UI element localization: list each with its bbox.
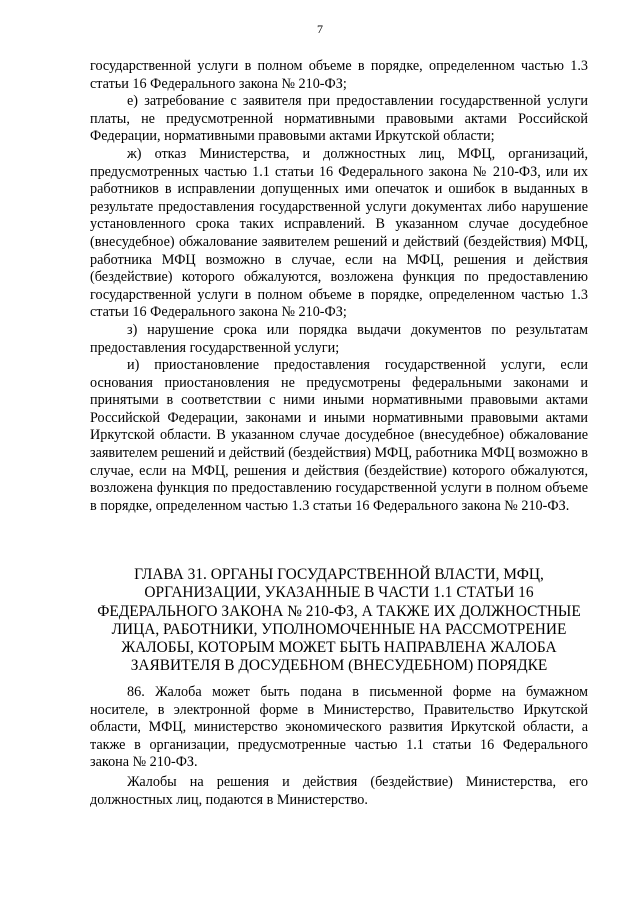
list-item-z: з) нарушение срока или порядка выдачи документов по результатам предоставления государственной услуги; (90, 321, 588, 356)
chapter-heading: ГЛАВА 31. ОРГАНЫ ГОСУДАРСТВЕННОЙ ВЛАСТИ, МФЦ, ОРГАНИЗАЦИИ, УКАЗАННЫЕ В ЧАСТИ 1.1 СТАТЬИ 16 ФЕДЕРАЛЬНОГО ЗАКОНА № 210-ФЗ, А ТАКЖЕ ИХ ДОЛЖНОСТНЫЕ ЛИЦА, РАБОТНИКИ, УПОЛНОМОЧЕННЫЕ НА РАССМОТРЕНИЕ ЖАЛОБЫ, КОТОРЫМ МОЖЕТ БЫТЬ НАПРАВЛЕНА ЖАЛОБА ЗАЯВИТЕЛЯ В ДОСУДЕБНОМ (ВНЕСУДЕБНОМ) ПОРЯДКЕ (97, 566, 581, 675)
list-item-i: и) приостановление предоставления государственной услуги, если основания приостановления не предусмотрены федеральными законами и принятыми в соответствии с ними иными нормативными правовыми актами Российской Федерации, законами и иными нормативными правовыми актами Иркутской области. В указанном случае досудебное (внесудебное) обжалование заявителем решений и действий (бездействия) МФЦ, работника МФЦ возможно в случае, если на МФЦ, решения и действия (бездействие) которого обжалуются, возложена функция по предоставлению государственной услуги в полном объеме в порядке, определенном частью 1.3 статьи 16 Федерального закона № 210-ФЗ. (90, 357, 588, 514)
list-item-zh: ж) отказ Министерства, и должностных лиц, МФЦ, организаций, предусмотренных частью 1.1 статьи 16 Федерального закона № 210-ФЗ, или их работников в исправлении допущенных ими опечаток и ошибок в выданных в результате предоставления государственной услуги документах либо нарушение установленного срока таких исправлений. В указанном случае досудебное (внесудебное) обжалование заявителем решений и действий (бездействия) МФЦ, работника МФЦ возможно в случае, если на МФЦ, решения и действия (бездействие) которого обжалуются, возложена функция по предоставлению государственной услуги в полном объеме в порядке, определенном частью 1.3 статьи 16 Федерального закона № 210-ФЗ; (90, 145, 588, 321)
list-item-e: е) затребование с заявителя при предоставлении государственной услуги платы, не предусмотренной нормативными правовыми актами Российской Федерации, нормативными правовыми актами Иркутской области; (90, 93, 588, 145)
body-text-top (90, 58, 588, 515)
paragraph-continuation: государственной услуги в полном объеме в порядке, определенном частью 1.3 статьи 16 Федерального закона № 210-ФЗ; (90, 58, 588, 92)
body-text-bottom (90, 684, 588, 809)
page-number: 7 (317, 22, 323, 36)
paragraph-complaints: Жалобы на решения и действия (бездействие) Министерства, его должностных лиц, подаются в Министерство. (90, 773, 588, 808)
paragraph-86: 86. Жалоба может быть подана в письменной форме на бумажном носителе, в электронной форме в Министерство, Правительство Иркутской области, МФЦ, министерство экономического развития Иркутской области, а также в организации, предусмотренные частью 1.1 статьи 16 Федерального закона № 210-ФЗ. (90, 684, 588, 771)
